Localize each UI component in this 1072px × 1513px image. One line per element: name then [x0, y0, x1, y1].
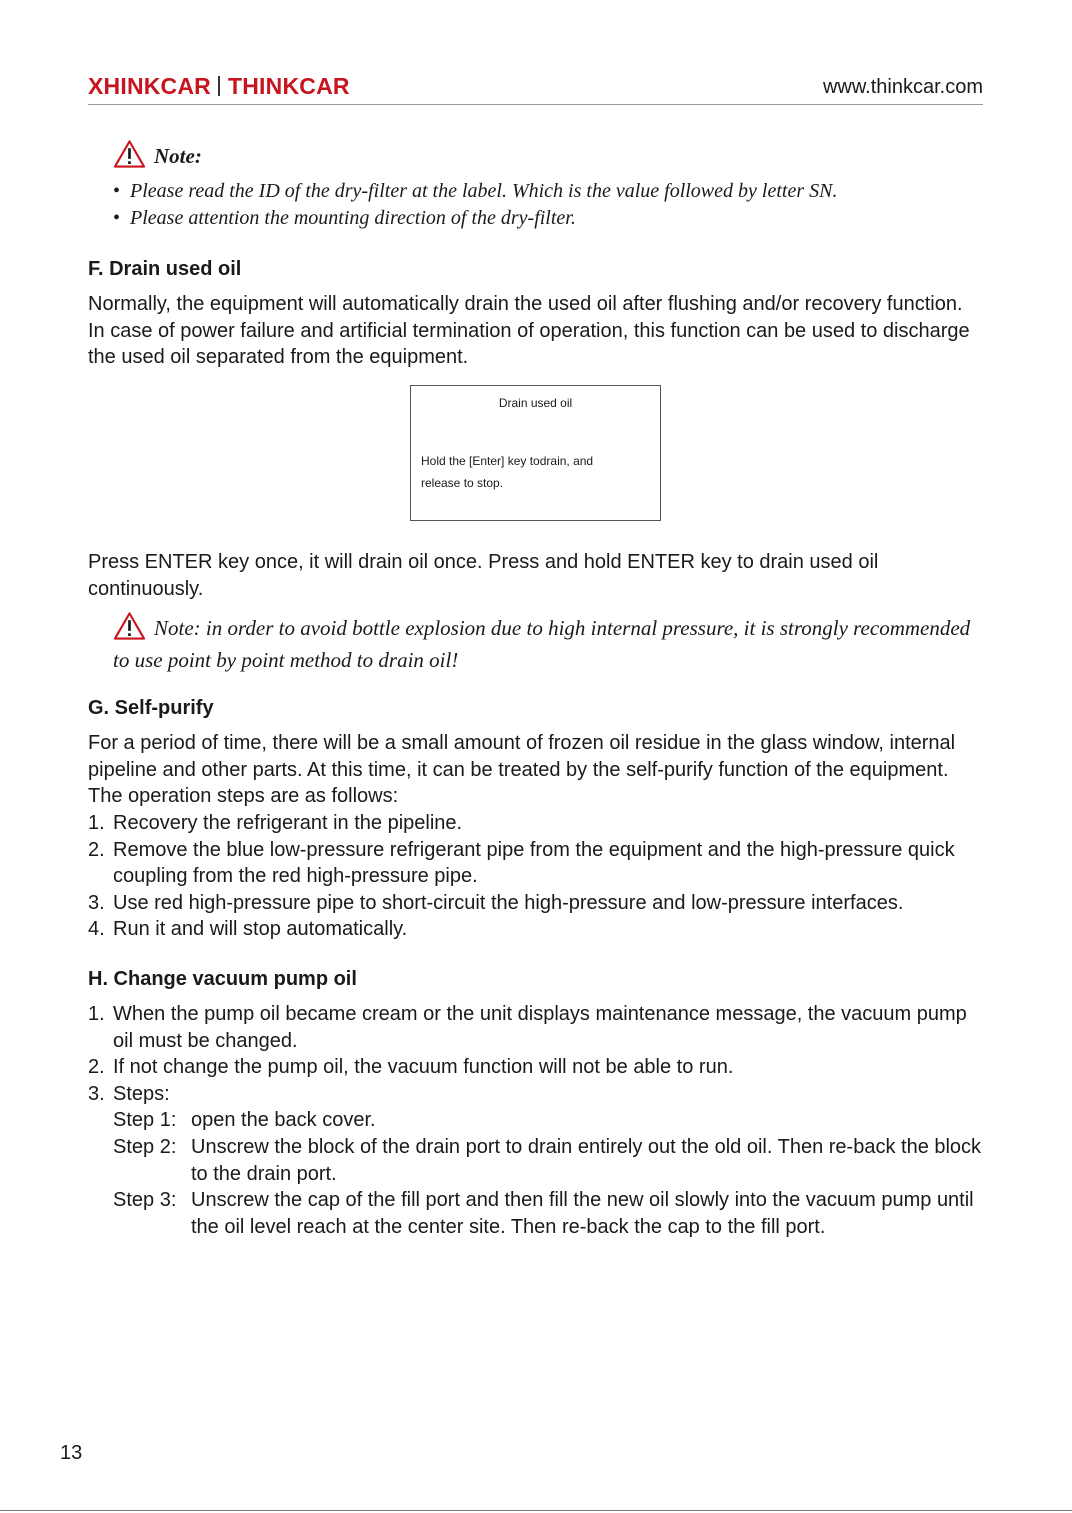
section-f-heading: F. Drain used oil — [88, 258, 242, 280]
note-bullet: • Please read the ID of the dry-filter at the label. Which is the value followed by letter SN. — [113, 178, 837, 205]
list-item: 2. If not change the pump oil, the vacuum function will not be able to run. — [88, 1056, 734, 1079]
list-item: 3. Steps: — [88, 1082, 170, 1105]
substep: Step 3: Unscrew the cap of the fill port and then fill the new oil slowly into the vacuum pump until the oil level reach at the center site. Then re-back the cap to the fill port. — [113, 1189, 974, 1238]
section-f-intro: Normally, the equipment will automatically drain the used oil after flushing and/or recovery function. In case of power failure and artificial termination of operation, this function can be used to discharge the used oil separated from the equipment. — [88, 293, 970, 369]
brand-logo — [88, 73, 350, 100]
screen-title: Drain used oil — [498, 396, 573, 410]
substep: Step 2: Unscrew the block of the drain port to drain entirely out the old oil. Then re-back the block to the drain port. — [113, 1135, 982, 1185]
self-purify-steps — [88, 810, 988, 943]
brand-separator — [218, 76, 220, 96]
page-number: 13 — [60, 1442, 83, 1464]
warning-icon — [113, 611, 146, 641]
section-g-heading: G. Self-purify — [88, 697, 214, 719]
list-item: 3. Use red high-pressure pipe to short-circuit the high-pressure and low-pressure interfaces. — [88, 891, 904, 914]
note-title: Note: — [113, 139, 202, 169]
warning-icon — [113, 139, 146, 169]
screen-message: Hold the [Enter] key todrain, and release to stop. — [421, 454, 594, 490]
section-g-intro: For a period of time, there will be a small amount of frozen oil residue in the glass window, internal pipeline and other parts. At this time, it can be treated by the self-purify function of the equipment. The operation steps are as follows: — [88, 732, 956, 808]
drain-warning-note: Note: in order to avoid bottle explosion due to high internal pressure, it is strongly recommended to use point by point method to drain oil! — [113, 611, 983, 676]
section-f-instruction: Press ENTER key once, it will drain oil once. Press and hold ENTER key to drain used oil continuously. — [88, 551, 879, 600]
brand-right: THINKCAR — [228, 73, 350, 99]
page-header — [88, 72, 983, 105]
website-link[interactable]: www.thinkcar.com — [822, 76, 983, 98]
section-h-heading: H. Change vacuum pump oil — [88, 968, 357, 990]
note-bullets — [113, 178, 837, 232]
substep: Step 1: open the back cover. — [113, 1109, 376, 1132]
list-item: 1. When the pump oil became cream or the unit displays maintenance message, the vacuum pump oil must be changed. — [88, 1003, 967, 1052]
pump-oil-list — [88, 1001, 988, 1240]
bottom-divider — [0, 1510, 1072, 1511]
note-bullet: • Please attention the mounting direction of the dry-filter. — [113, 205, 837, 232]
list-item: 4. Run it and will stop automatically. — [88, 918, 408, 941]
list-item: 2. Remove the blue low-pressure refrigerant pipe from the equipment and the high-pressure quick coupling from the red high-pressure pipe. — [88, 838, 955, 888]
list-item: 1. Recovery the refrigerant in the pipeline. — [88, 812, 463, 834]
brand-left: XHINKCAR — [88, 73, 211, 99]
device-screen — [410, 385, 661, 521]
